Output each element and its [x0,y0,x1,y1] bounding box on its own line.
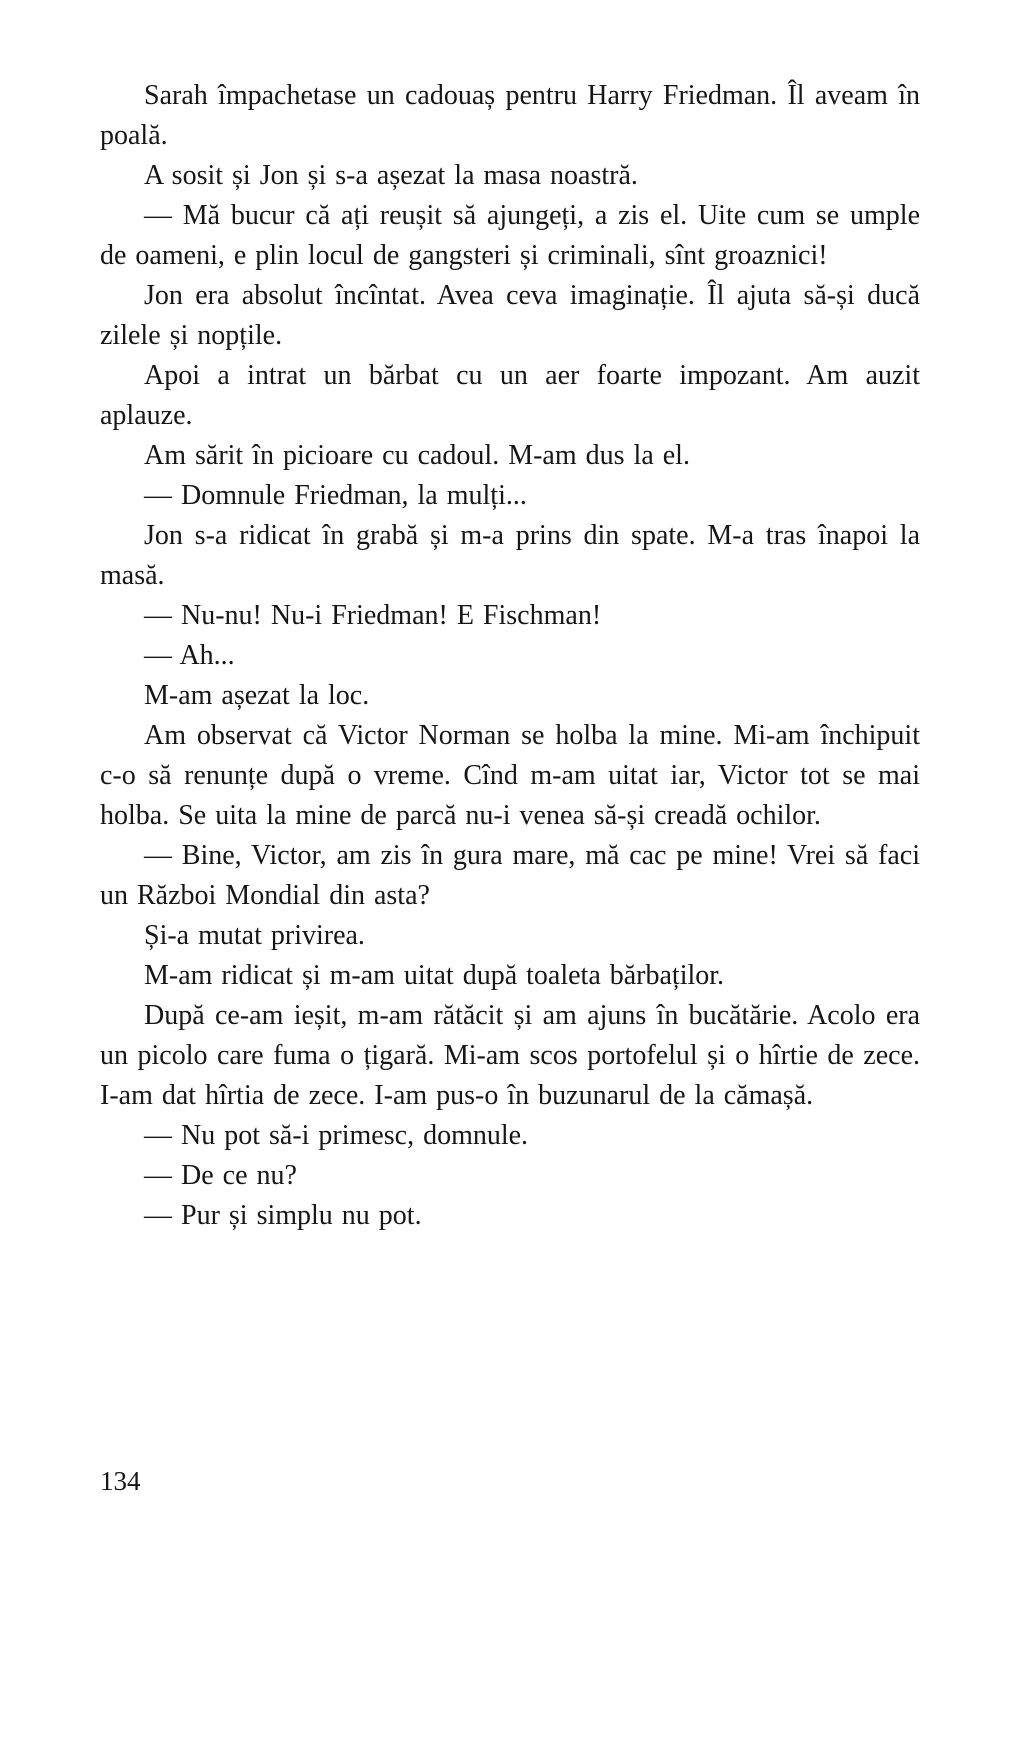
paragraph: — Ah... [144,640,235,671]
paragraph: — Mă bucur că ați reușit să ajungeți, a zis el. Uite cum se umple de oameni, e plin locul de gangsteri și criminali, sînt groaznici! [100,200,920,271]
paragraph: După ce-am ieșit, m-am rătăcit și am ajuns în bucătărie. Acolo era un picolo care fuma o țigară. Mi-am scos portofelul și o hîrtie de zece. I-am dat hîrtia de zece. I-am pus-o în buzunarul de la cămașă. [100,1000,920,1111]
paragraph: — Domnule Friedman, la mulți... [144,480,527,511]
paragraph: M-am așezat la loc. [144,680,370,711]
paragraph: Jon era absolut încîntat. Avea ceva imaginație. Îl ajuta să-și ducă zilele și nopțile. [100,280,920,351]
page-number: 134 [100,1466,141,1496]
paragraph: Apoi a intrat un bărbat cu un aer foarte impozant. Am auzit aplauze. [100,360,920,431]
text-block [100,76,920,1236]
paragraph: Am sărit în picioare cu cadoul. M-am dus la el. [144,440,690,471]
paragraph: A sosit și Jon și s-a așezat la masa noastră. [144,160,638,191]
paragraph: Sarah împachetase un cadouaș pentru Harry Friedman. Îl aveam în poală. [100,80,920,151]
paragraph: Am observat că Victor Norman se holba la mine. Mi-am închipuit c-o să renunțe după o vreme. Cînd m-am uitat iar, Victor tot se mai holba. Se uita la mine de parcă nu-i venea să-și creadă ochilor. [100,720,920,831]
paragraph: Și-a mutat privirea. [144,920,365,951]
paragraph: Jon s-a ridicat în grabă și m-a prins din spate. M-a tras înapoi la masă. [100,520,920,591]
paragraph: — Pur și simplu nu pot. [144,1200,422,1231]
paragraph: — Nu pot să-i primesc, domnule. [144,1120,529,1151]
paragraph: — De ce nu? [144,1160,297,1191]
paragraph: — Bine, Victor, am zis în gura mare, mă cac pe mine! Vrei să faci un Război Mondial din asta? [100,840,920,911]
paragraph: — Nu-nu! Nu-i Friedman! E Fischman! [144,600,602,631]
paragraph: M-am ridicat și m-am uitat după toaleta bărbaților. [144,960,725,991]
